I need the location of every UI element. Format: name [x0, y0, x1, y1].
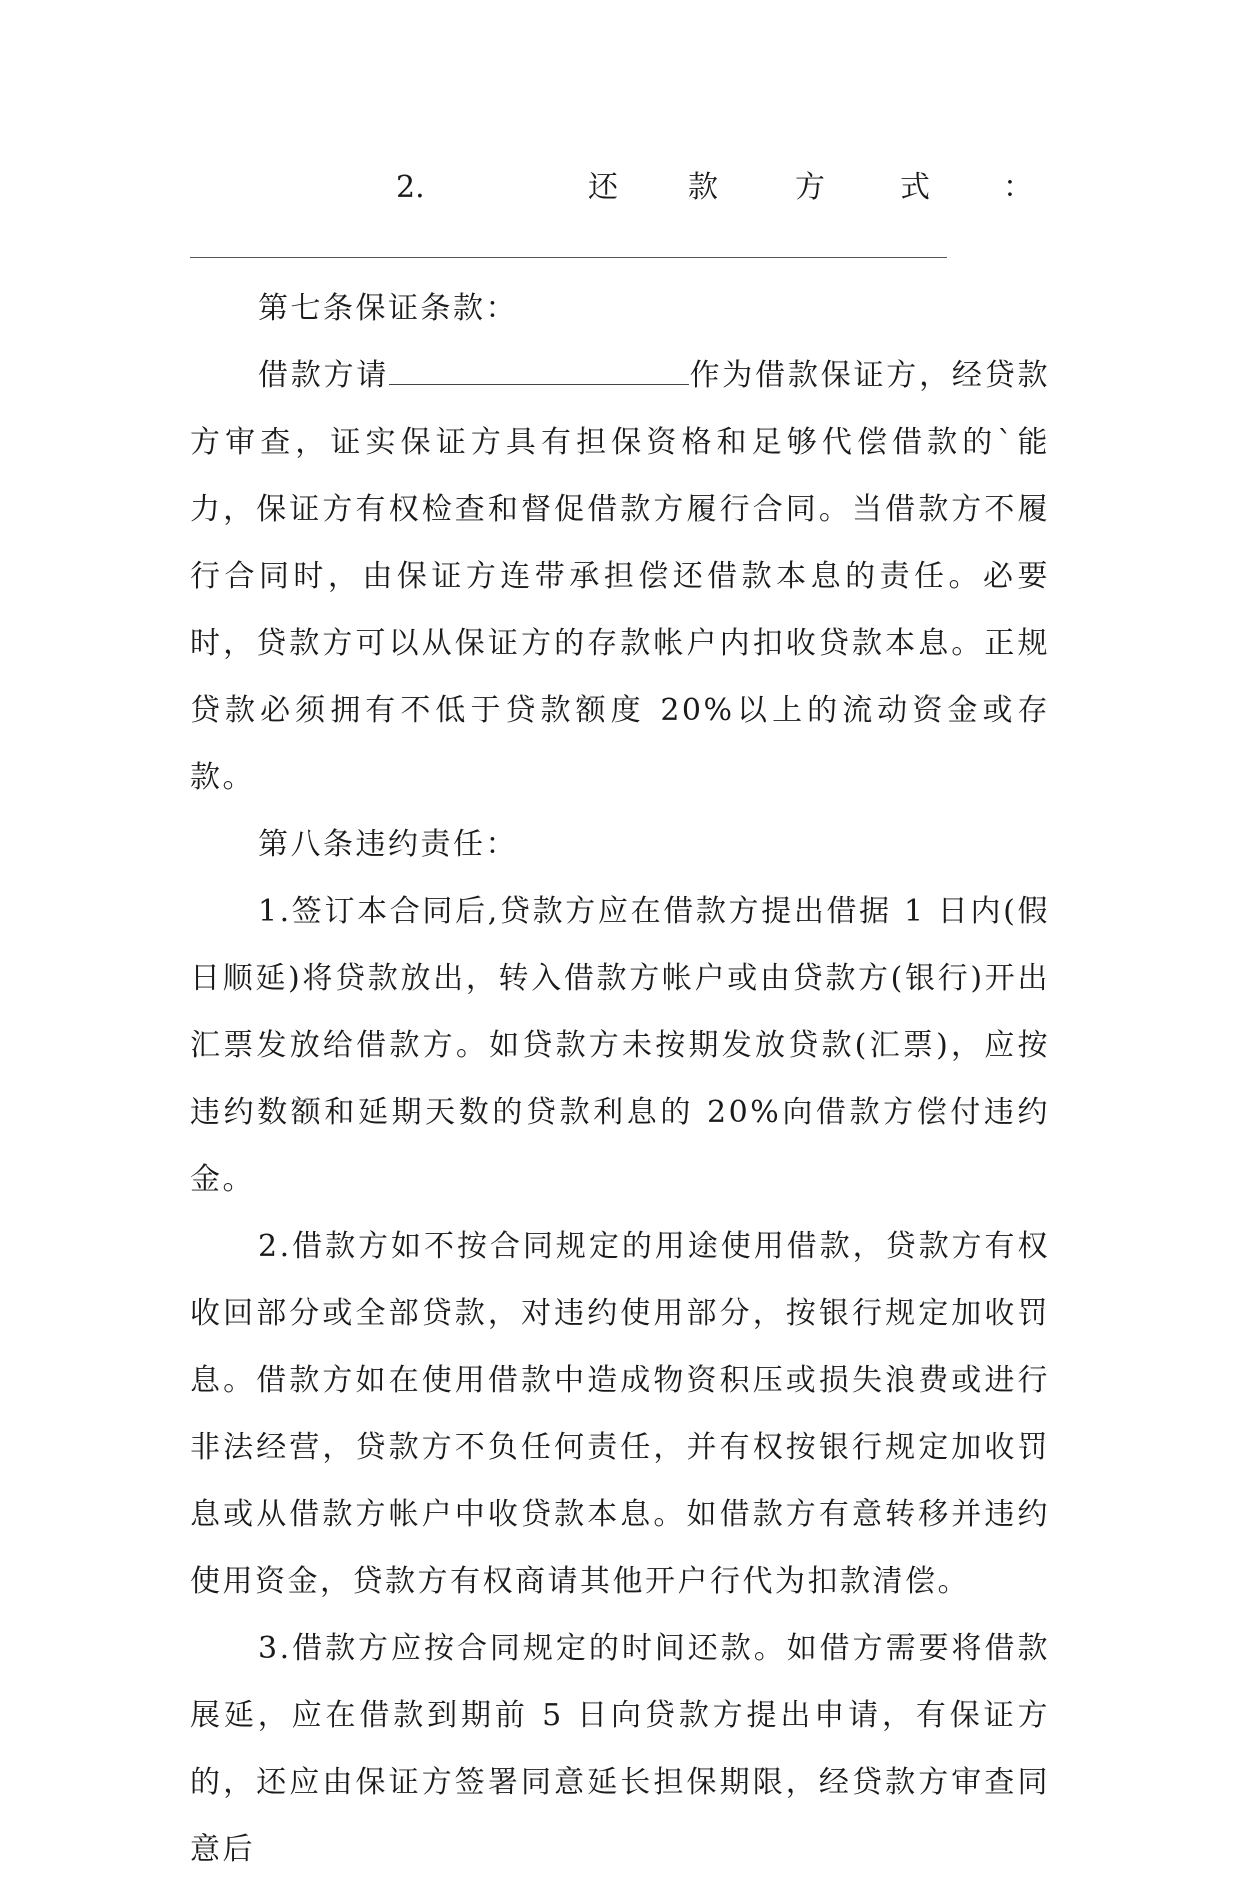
breach-item-1: 1.签订本合同后,贷款方应在借款方提出借据 1 日内(假日顺延)将贷款放出，转入借款方帐户或由贷款方(银行)开出汇票发放给借款方。如贷款方未按期发放贷款(汇票)，应按违约数额和延期天数的贷款利息的 20%向借款方偿付违约金。	[190, 894, 1050, 1197]
breach-item-2: 2.借款方如不按合同规定的用途使用借款，贷款方有权收回部分或全部贷款，对违约使用部分，按银行规定加收罚息。借款方如在使用借款中造成物资积压或损失浪费或进行非法经营，贷款方不负任何责任，并有权按银行规定加收罚息或从借款方帐户中收贷款本息。如借款方有意转移并违约使用资金，贷款方有权商请其他开户行代为扣款清偿。	[190, 1229, 1050, 1599]
guarantee-clause-body: 作为借款保证方，经贷款方审查，证实保证方具有担保资格和足够代偿借款的`能力，保证方有权检查和督促借款方履行合同。当借款方不履行合同时，由保证方连带承担偿还借款本息的责任。必要时，贷款方可以从保证方的存款帐户内扣收贷款本息。正规贷款必须拥有不低于贷款额度 20%以上的流动资金或存款。	[190, 358, 1051, 795]
repayment-method-heading	[0, 168, 1241, 208]
contract-body	[190, 275, 1050, 1883]
heading-char-3: 方	[795, 170, 825, 205]
heading-number: 2.	[396, 170, 425, 205]
heading-char-1: 还	[588, 170, 618, 205]
article-7-title: 第七条保证条款：	[258, 291, 518, 326]
fill-in-blank-line	[190, 257, 947, 258]
guarantee-clause-lead: 借款方请	[258, 358, 390, 393]
heading-char-2: 款	[688, 170, 718, 205]
breach-item-3: 3.借款方应按合同规定的时间还款。如借方需要将借款展延，应在借款到期前 5 日向贷款方提出申请，有保证方的，还应由保证方签署同意延长担保期限，经贷款方审查同意后	[190, 1631, 1050, 1867]
heading-colon: ：	[1003, 170, 1033, 205]
guarantor-name-blank	[389, 360, 689, 385]
article-8-title: 第八条违约责任：	[258, 827, 518, 862]
article-7-guarantee-clause	[190, 342, 1050, 811]
heading-char-4: 式	[900, 170, 930, 205]
